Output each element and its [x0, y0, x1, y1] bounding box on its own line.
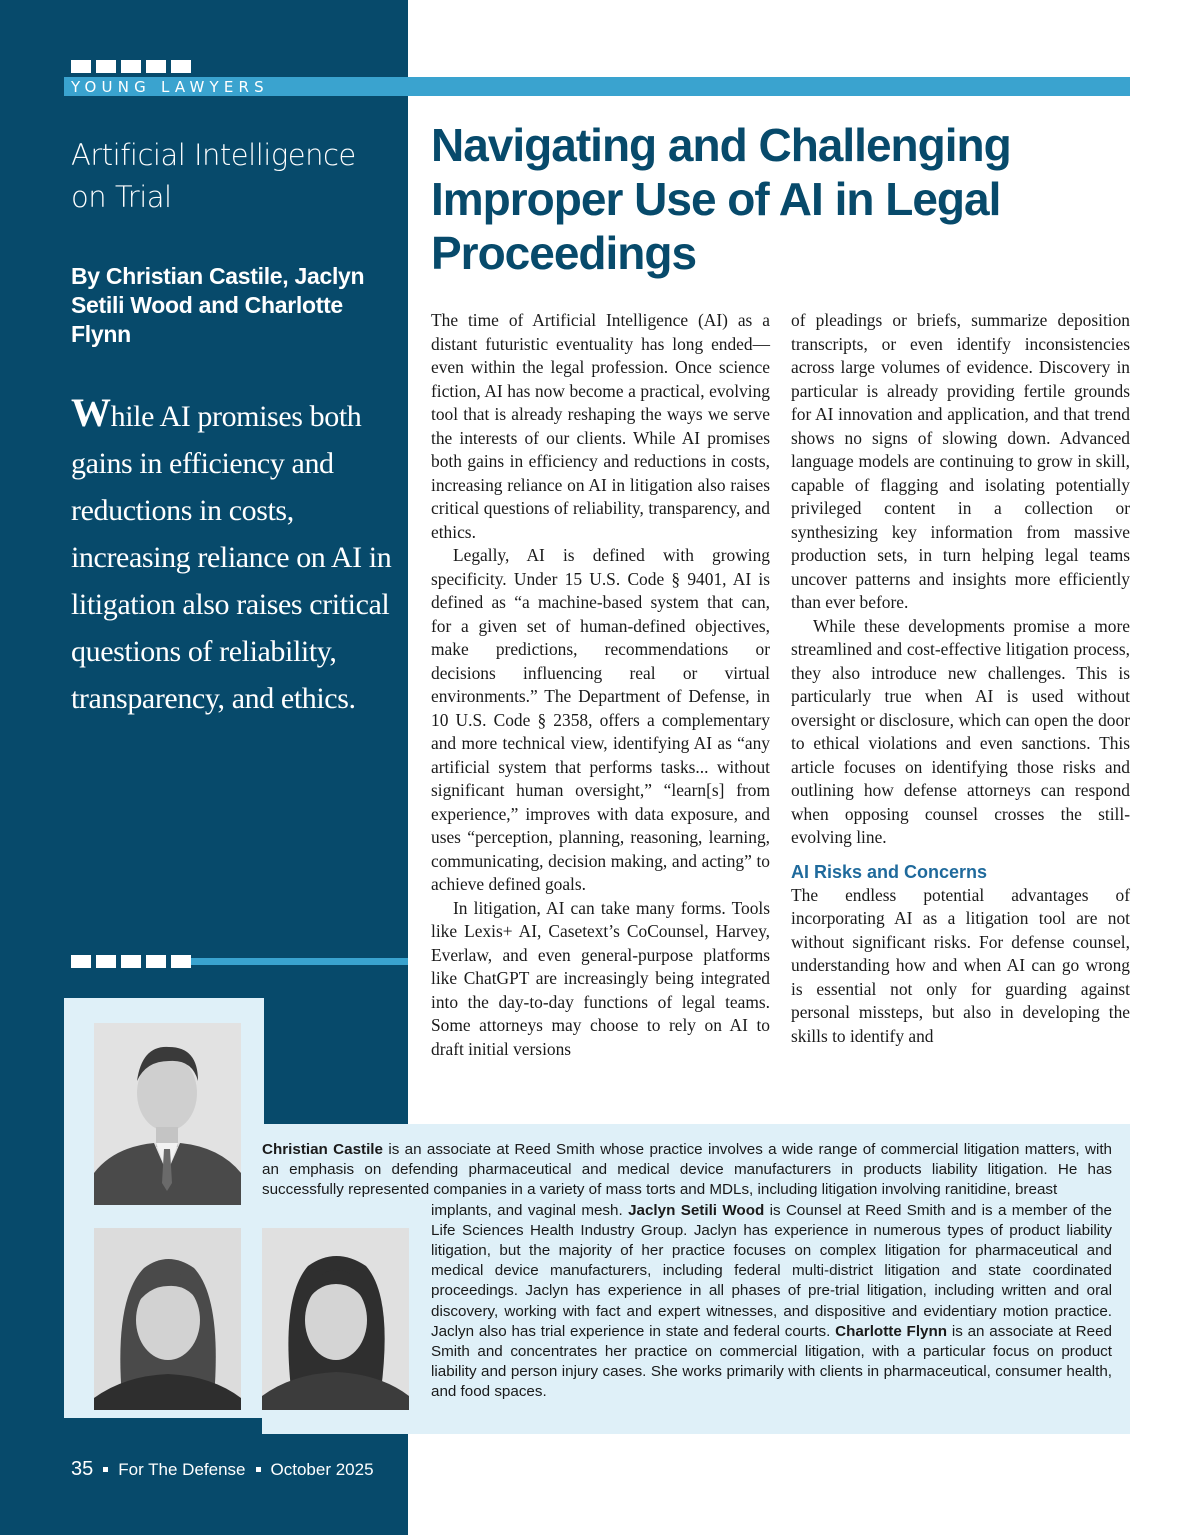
bio-name: Christian Castile: [262, 1141, 383, 1158]
bio-text: is an associate at Reed Smith whose practice involves a wide range of commercial litigation matters, with an emphasis on defending pharmaceutical and medical device manufacturers in products liability litigation. He has successfully represented companies in a variety of mass torts and MDLs, including litigation involving ranitidine, breast: [262, 1141, 1112, 1199]
bio-text: is an associate at Reed Smith and concentrates her practice on commercial litigation, with a particular focus on product liability and person injury cases. She works primarily with clients in pharmaceutical, consumer health, and food spaces.: [431, 1322, 1112, 1401]
separator-dot: [256, 1467, 261, 1472]
decor-squares-mid: [71, 955, 191, 968]
byline: By Christian Castile, Jaclyn Setili Wood and Charlotte Flynn: [71, 263, 365, 347]
paragraph: of pleadings or briefs, summarize deposition transcripts, or even identify inconsistencies across large volumes of evidence. Discovery in particular is already providing fertile grounds for AI innovation and application, and that trend shows no signs of slowing down. Advanced language models are continuing to grow in skill, capable of flagging and isolating potentially privileged content in a collection or synthesizing key information from massive production sets, in turn helping legal teams uncover patterns and insights more efficiently than ever before.: [791, 310, 1130, 612]
page-number: 35: [71, 1458, 94, 1480]
pull-quote: [71, 389, 401, 722]
body-column-1: [431, 309, 770, 1061]
paragraph: The endless potential advantages of incorporating AI as a litigation tool are not without significant risks. For defense counsel, understanding how and when AI can go wrong is essential not only for guarding against personal missteps, but also in developing the skills to identify and: [791, 884, 1130, 1046]
publication-name: For The Defense: [118, 1459, 246, 1479]
author-photo-castile: [94, 1023, 241, 1205]
bio-text: is Counsel at Reed Smith and is a member of the Life Sciences Health Industry Group. Jaclyn has experience in numerous types of product liability litigation, but the majority of her practice focuses on complex litigation for pharmaceutical and medical device manufacturers, including federal multi-district litigation and state coordinated proceedings. Jaclyn has experience in all phases of pre-trial litigation, including written and oral discovery, working with fact and expert witnesses, and dispositive and evidentiary motion practice. Jaclyn also has trial experience in state and federal courts.: [431, 1201, 1112, 1340]
mid-band: [180, 958, 408, 965]
pull-quote-text: hile AI promises both gains in efficiency and reductions in costs, increasing reliance on AI in litigation also raises critical questions of reliability, transparency, and ethics.: [71, 400, 392, 715]
paragraph: In litigation, AI can take many forms. Tools like Lexis+ AI, Casetext’s CoCounsel, Harvey, Everlaw, and even general-purpose platforms like ChatGPT are increasingly being integrated into the day-to-day functions of legal teams. Some attorneys may choose to rely on AI to draft initial versions: [431, 897, 770, 1059]
bio-text: implants, and vaginal mesh.: [431, 1201, 629, 1219]
page-footer: [71, 1458, 374, 1481]
separator-dot: [103, 1467, 108, 1472]
article-title: Navigating and Challenging Improper Use of AI in Legal Proceedings: [431, 119, 1011, 279]
section-subhead: AI Risks and Concerns: [791, 861, 988, 882]
kicker-title: Artificial Intelligence on Trial: [71, 138, 356, 214]
paragraph: While these developments promise a more streamlined and cost-effective litigation process, they also introduce new challenges. This is particularly true when AI is used without oversight or disclosure, which can open the door to ethical violations and even sanctions. This article focuses on identifying those risks and outlining how defense attorneys can respond when opposing counsel crosses the still-evolving line.: [791, 615, 1130, 847]
section-label: YOUNG LAWYERS: [71, 78, 269, 96]
body-column-2: [791, 309, 1130, 1048]
paragraph: The time of Artificial Intelligence (AI) as a distant futuristic eventuality has long ended—even within the legal profession. Once science fiction, AI has now become a practical, evolving tool that is already reshaping the ways we serve the interests of our clients. While AI promises both gains in efficiency and reductions in costs, increasing reliance on AI in litigation also raises critical questions of reliability, transparency, and ethics.: [431, 310, 770, 542]
author-bios: [262, 1140, 1112, 1403]
paragraph: Legally, AI is defined with growing specificity. Under 15 U.S. Code § 9401, AI is defined as “a machine-based system that can, for a given set of human-defined objectives, make predictions, recommendations or decisions influencing real or virtual environments.” The Department of Defense, in 10 U.S. Code § 2358, offers a complementary and more technical view, identifying AI as “any artificial system that performs tasks... without significant human oversight,” “learn[s] from experience,” improves with data exposure, and uses “perception, planning, reasoning, learning, communicating, decision making, and acting” to achieve defined goals.: [431, 545, 770, 894]
decor-squares: [71, 60, 191, 73]
bio-name: Jaclyn Setili Wood: [628, 1201, 765, 1219]
author-photo-wood: [94, 1228, 241, 1410]
drop-cap: W: [71, 390, 111, 435]
bio-name: Charlotte Flynn: [835, 1322, 948, 1340]
issue-date: October 2025: [270, 1459, 374, 1479]
